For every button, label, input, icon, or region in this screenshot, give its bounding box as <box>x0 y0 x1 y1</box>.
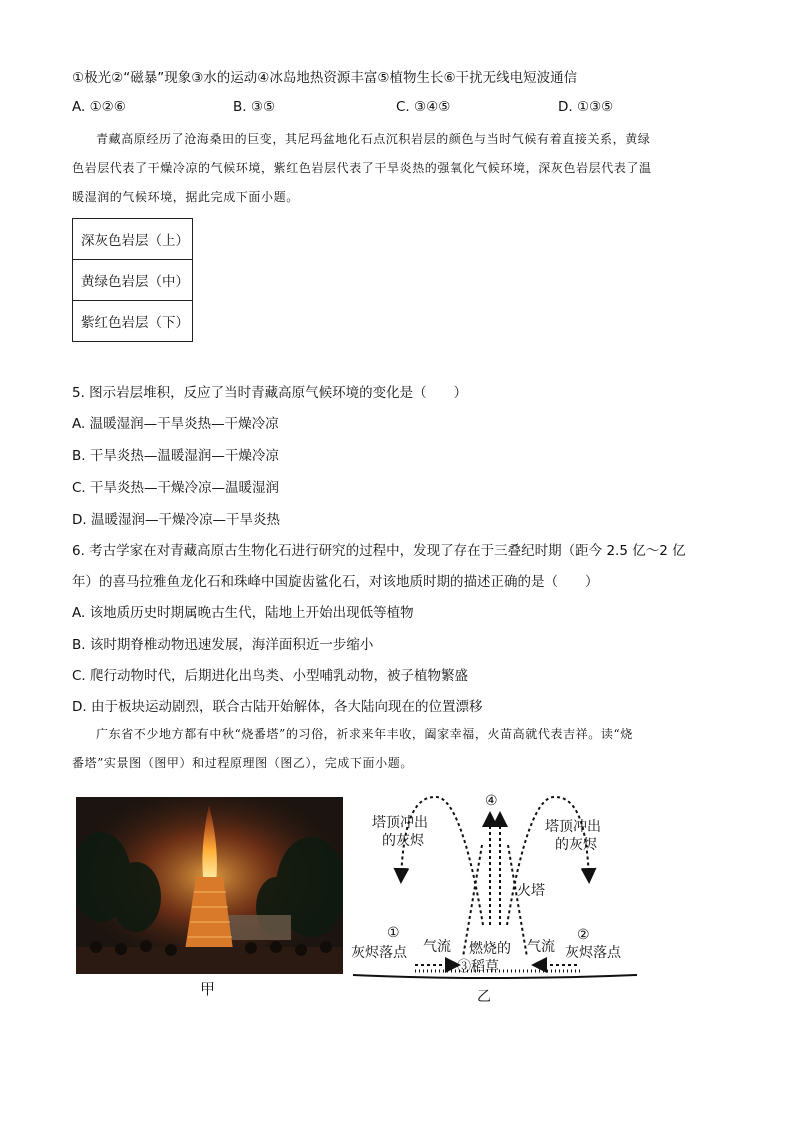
q5-option-a[interactable]: A. 温暖湿润—干旱炎热—干燥冷凉 <box>72 416 279 432</box>
material-2-line-2: 番塔”实景图（图甲）和过程原理图（图乙），完成下面小题。 <box>72 756 413 770</box>
label-number-2: ② <box>577 926 590 942</box>
label-left-ember-2: 的灰烬 <box>382 832 424 848</box>
figure-jia-caption: 甲 <box>200 980 216 998</box>
q5-option-d[interactable]: D. 温暖湿润—干燥冷凉—干旱炎热 <box>72 512 280 528</box>
label-straw: ③稻草 <box>457 958 499 974</box>
q4-option-d[interactable]: D. ①③⑤ <box>558 99 614 115</box>
rock-layer-bottom: 紫红色岩层（下） <box>73 301 193 342</box>
q5-option-c[interactable]: C. 干旱炎热—干燥冷凉—温暖湿润 <box>72 480 280 496</box>
q6-option-d[interactable]: D. 由于板块运动剧烈，联合古陆开始解体，各大陆向现在的位置漂移 <box>72 699 483 715</box>
q6-stem-line-1: 6. 考古学家在对青藏高原古生物化石进行研究的过程中，发现了存在于三叠纪时期（距今 2.5 亿～2 亿 <box>72 543 686 559</box>
material-1-line-2: 色岩层代表了干燥冷凉的气候环境，紫红色岩层代表了干旱炎热的强氧化气候环境，深灰色岩层代表了温 <box>72 161 652 175</box>
label-right-airflow: 气流 <box>527 938 555 954</box>
q5-option-b[interactable]: B. 干旱炎热—温暖湿润—干燥冷凉 <box>72 448 279 464</box>
fire-tower-photo <box>76 797 343 974</box>
label-left-ember-1: 塔顶冲出 <box>372 814 428 830</box>
label-right-ember-2: 的灰烬 <box>555 836 597 852</box>
q6-option-c[interactable]: C. 爬行动物时代，后期进化出鸟类、小型哺乳动物，被子植物繁盛 <box>72 668 469 684</box>
q6-stem-line-2: 年）的喜马拉雅鱼龙化石和珠峰中国旋齿鲨化石，对该地质时期的描述正确的是（ ） <box>72 574 599 590</box>
figure-yi-caption: 乙 <box>477 988 491 1004</box>
q6-option-a[interactable]: A. 该地质历史时期属晚古生代，陆地上开始出现低等植物 <box>72 605 414 621</box>
q4-option-a[interactable]: A. ①②⑥ <box>72 99 126 115</box>
label-number-1: ① <box>387 924 400 940</box>
label-right-landing: 灰烬落点 <box>565 944 621 960</box>
material-2-line-1: 广东省不少地方都有中秋“烧番塔”的习俗，祈求来年丰收，阖家幸福，火苗高就代表吉祥。读“烧 <box>96 727 633 741</box>
material-1-line-3: 暖湿润的气候环境，据此完成下面小题。 <box>72 190 299 204</box>
label-left-landing: 灰烬落点 <box>351 944 407 960</box>
rock-layer-table <box>72 218 193 342</box>
label-number-4: ④ <box>485 792 498 808</box>
q4-stem: ①极光②“磁暴”现象③水的运动④冰岛地热资源丰富⑤植物生长⑥干扰无线电短波通信 <box>72 70 578 86</box>
ground-line <box>353 975 637 978</box>
q4-option-b[interactable]: B. ③⑤ <box>233 99 276 115</box>
material-2 <box>72 720 722 778</box>
q4-option-c[interactable]: C. ③④⑤ <box>396 99 451 115</box>
material-1 <box>72 125 722 212</box>
label-fire-tower: 火塔 <box>517 882 545 898</box>
q5-stem: 5. 图示岩层堆积，反应了当时青藏高原气候环境的变化是（ ） <box>72 385 468 401</box>
fire-tower-process-diagram <box>345 785 645 1010</box>
q6-option-b[interactable]: B. 该时期脊椎动物迅速发展，海洋面积近一步缩小 <box>72 637 374 653</box>
label-burning: 燃烧的 <box>469 940 511 956</box>
rock-layer-middle: 黄绿色岩层（中） <box>73 260 193 301</box>
label-left-airflow: 气流 <box>423 938 451 954</box>
material-1-line-1: 青藏高原经历了沧海桑田的巨变，其尼玛盆地化石点沉积岩层的颜色与当时气候有着直接关系，黄绿 <box>96 132 651 146</box>
rock-layer-top: 深灰色岩层（上） <box>73 219 193 260</box>
label-right-ember-1: 塔顶冲出 <box>545 818 601 834</box>
